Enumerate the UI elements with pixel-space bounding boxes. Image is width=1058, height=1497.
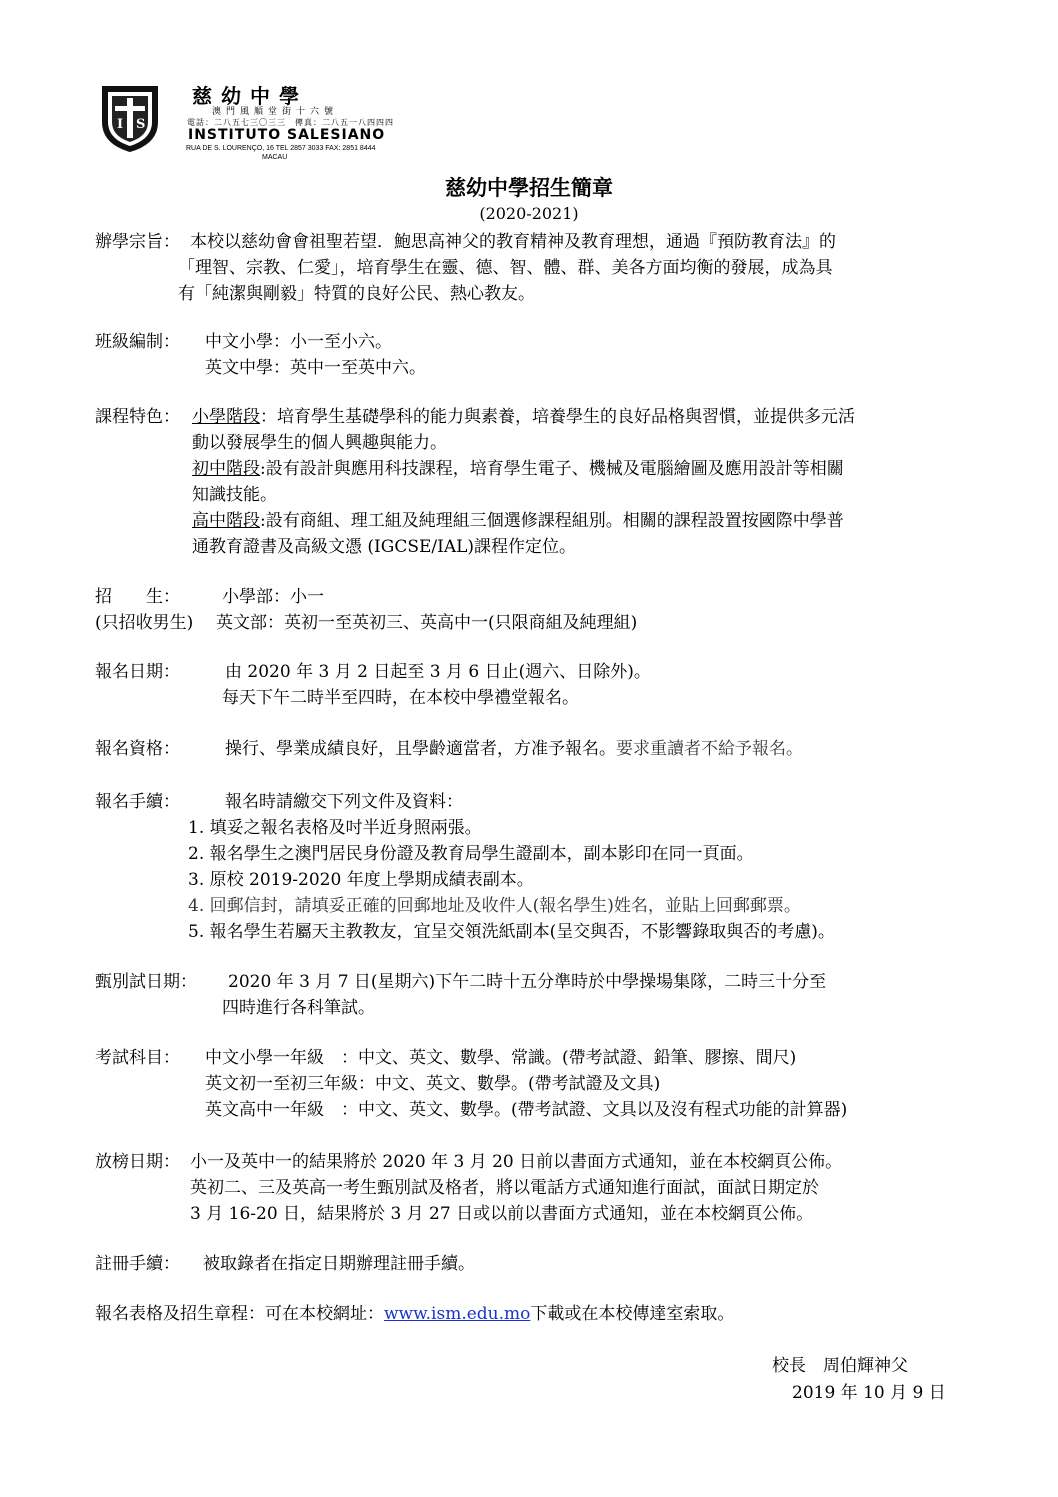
reg-procedure-item: 1. 填妥之報名表格及吋半近身照兩張。 — [188, 818, 482, 838]
exam-subjects-label: 考試科目： — [95, 1048, 180, 1068]
exam-subjects-line: 英文初一至初三年級：中文、英文、數學。(帶考試證及文具) — [205, 1074, 661, 1094]
mission-line: 有「純潔與剛毅」特質的良好公民、熱心教友。 — [178, 284, 535, 304]
registration-label: 註冊手續： — [95, 1254, 180, 1274]
reg-procedure-item: 3. 原校 2019-2020 年度上學期成績表副本。 — [188, 870, 534, 890]
exam-date-line: 四時進行各科筆試。 — [222, 998, 375, 1018]
reg-qualification-label: 報名資格： — [95, 739, 180, 759]
academic-year: (2020-2021) — [479, 204, 579, 223]
curriculum-line: 動以發展學生的個人興趣與能力。 — [192, 433, 447, 453]
results-label: 放榜日期： — [95, 1152, 180, 1172]
svg-text:I: I — [117, 117, 124, 132]
mission-line: 「理智、宗教、仁愛」，培育學生在靈、德、智、體、群、美各方面均衡的發展，成為具 — [178, 258, 833, 278]
qualification-repeat-note: 要求重讀者不給予報名。 — [616, 739, 803, 759]
reg-date-line: 每天下午二時半至四時，在本校中學禮堂報名。 — [222, 688, 579, 708]
school-city: MACAU — [262, 154, 288, 161]
senior-stage-label: 高中階段 — [192, 511, 260, 531]
results-line: 3 月 16-20 日，結果將於 3 月 27 日或以前以書面方式通知，並在本校網頁公佈。 — [190, 1204, 814, 1224]
curriculum-label: 課程特色： — [95, 407, 180, 427]
curriculum-senior — [192, 509, 844, 533]
mission-line: 本校以慈幼會會祖聖若望．鮑思高神父的教育精神及教育理想，通過『預防教育法』的 — [190, 232, 836, 252]
reg-date-label: 報名日期： — [95, 662, 180, 682]
classes-line: 中文小學：小一至小六。 — [205, 332, 392, 352]
exam-subjects-line: 英文高中一年級 ：中文、英文、數學。(帶考試證、文具以及沒有程式功能的計算器) — [205, 1100, 848, 1120]
exam-subjects-line: 中文小學一年級 ：中文、英文、數學、常識。(帶考試證、鉛筆、膠擦、間尺) — [205, 1048, 797, 1068]
results-line: 小一及英中一的結果將於 2020 年 3 月 20 日前以書面方式通知，並在本校網頁公佈。 — [190, 1152, 843, 1172]
exam-date-line: 2020 年 3 月 7 日(星期六)下午二時十五分準時於中學操場集隊，二時三十分至 — [228, 972, 827, 992]
classes-label: 班級編制： — [95, 332, 180, 352]
admission-line: 小學部：小一 — [222, 587, 324, 607]
forms-line — [95, 1302, 734, 1326]
school-name-pt: INSTITUTO SALESIANO — [188, 127, 386, 143]
curriculum-junior — [192, 457, 844, 481]
curriculum-primary — [192, 405, 855, 429]
admission-note: (只招收男生) — [95, 613, 194, 633]
junior-stage-text: :設有設計與應用科技課程，培育學生電子、機械及電腦繪圖及應用設計等相關 — [260, 459, 844, 479]
admission-line: 英文部：英初一至英初三、英高中一(只限商組及純理組) — [216, 613, 638, 633]
classes-line: 英文中學：英中一至英中六。 — [205, 358, 426, 378]
registration-text: 被取錄者在指定日期辦理註冊手續。 — [203, 1254, 475, 1274]
school-website-link[interactable]: www.ism.edu.mo — [384, 1304, 531, 1324]
curriculum-line: 通教育證書及高級文憑 (IGCSE/IAL)課程作定位。 — [192, 537, 577, 557]
primary-stage-label: 小學階段 — [192, 407, 260, 427]
exam-date-label: 甄別試日期： — [95, 972, 197, 992]
forms-label: 報名表格及招生章程：可在本校網址： — [95, 1304, 384, 1324]
reg-procedure-intro: 報名時請繳交下列文件及資料： — [225, 792, 463, 812]
forms-suffix: 下載或在本校傳達室索取。 — [530, 1304, 735, 1324]
svg-text:S: S — [136, 117, 146, 132]
school-address-cn: 澳門風順堂街十六號 — [212, 107, 339, 117]
junior-stage-label: 初中階段 — [192, 459, 260, 479]
page-title: 慈幼中學招生簡章 — [445, 175, 613, 200]
reg-procedure-item: 2. 報名學生之澳門居民身份證及教育局學生證副本，副本影印在同一頁面。 — [188, 844, 754, 864]
school-phone-cn: 電話：二八五七三〇三三 傳真：二八五一八四四四 — [187, 118, 394, 127]
reg-date-line: 由 2020 年 3 月 2 日起至 3 月 6 日止(週六、日除外)。 — [225, 662, 651, 682]
reg-procedure-item: 4. 回郵信封，請填妥正確的回郵地址及收件人(報名學生)姓名，並貼上回郵郵票。 — [188, 896, 801, 916]
reg-procedure-label: 報名手續： — [95, 792, 180, 812]
reg-procedure-item: 5. 報名學生若屬天主教教友，宜呈交領洗紙副本(呈交與否，不影響錄取與否的考慮)。 — [188, 922, 835, 942]
reg-qualification-text — [225, 737, 803, 761]
mission-label: 辦學宗旨： — [95, 232, 180, 252]
curriculum-line: 知識技能。 — [192, 485, 277, 505]
school-address-pt: RUA DE S. LOURENÇO, 16 TEL 2857 3033 FAX: 2851 8444 — [186, 145, 376, 152]
qualification-main: 操行、學業成績良好，且學齡適當者，方准予報名。 — [225, 739, 616, 759]
primary-stage-text: ：培育學生基礎學科的能力與素養，培養學生的良好品格與習慣，並提供多元活 — [260, 407, 855, 427]
school-crest-icon — [98, 82, 162, 154]
admission-label: 招 生： — [95, 587, 180, 607]
signature-date: 2019 年 10 月 9 日 — [792, 1383, 946, 1403]
results-line: 英初二、三及英高一考生甄別試及格者，將以電話方式通知進行面試，面試日期定於 — [190, 1178, 819, 1198]
principal-signature: 校長 周伯輝神父 — [772, 1356, 908, 1376]
senior-stage-text: :設有商組、理工組及純理組三個選修課程組別。相關的課程設置按國際中學普 — [260, 511, 844, 531]
school-name-cn: 慈幼中學 — [192, 84, 308, 108]
